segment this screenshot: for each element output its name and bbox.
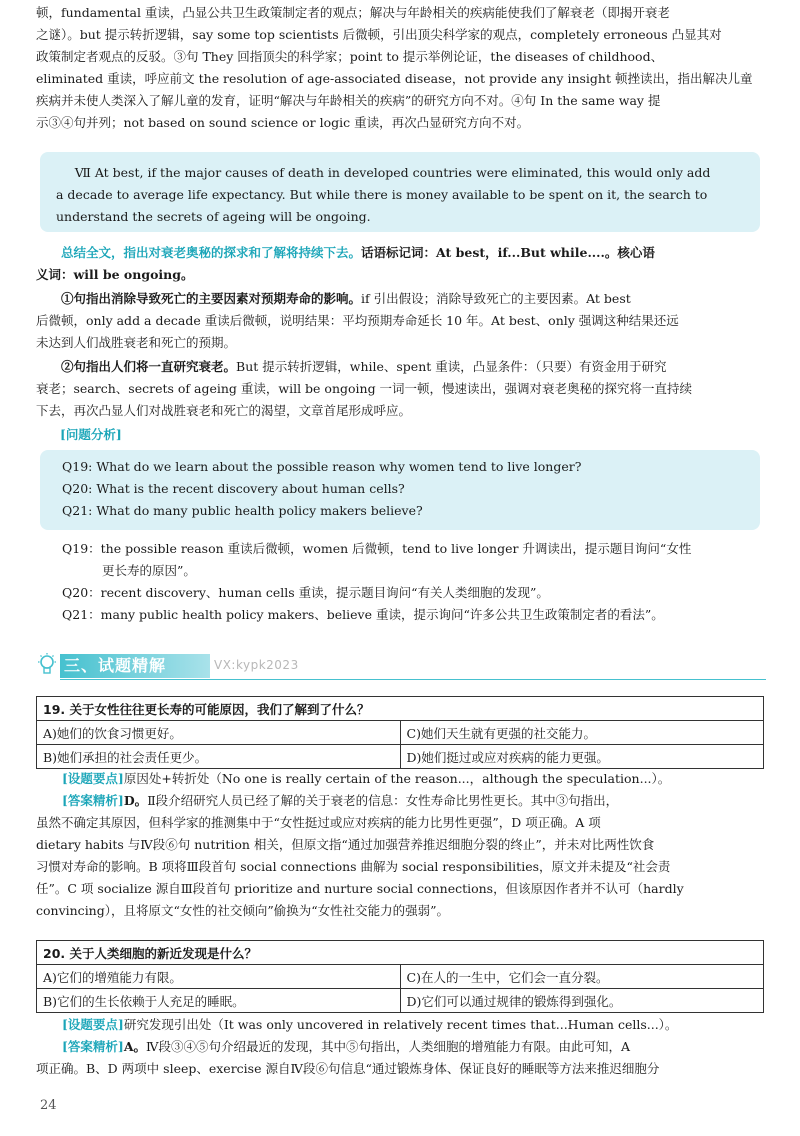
section-divider: [60, 679, 766, 680]
summary-core: 义词：will be ongoing。: [36, 267, 194, 282]
text-line: 顿，fundamental 重读，凸显公共卫生政策制定者的观点；解决与年龄相关的疾病能使我们了解衰老（即揭开衰老: [36, 5, 670, 20]
key-point-label: [设题要点]: [62, 771, 124, 786]
key-point-text: 研究发现引出处（It was only uncovered in relatively recent times that...Human cells...）。: [123, 1017, 678, 1032]
questions-box: [40, 450, 760, 530]
q19-option-b: B)她们承担的社会责任更少。: [37, 745, 401, 769]
text-line: 疾病并未使人类深入了解儿童的发育，证明“解决与年龄相关的疾病”的研究方向不对。④句 In the same way 提: [36, 93, 661, 108]
text-line: convincing），且将原文“女性的社交倾向”偷换为“女性社交能力的强弱”。: [36, 903, 450, 918]
question-q19: Q19: What do we learn about the possible reason why women tend to live longer?: [62, 459, 582, 474]
question-notes: [62, 538, 768, 626]
q19-option-c: C)她们天生就有更强的社交能力。: [400, 721, 764, 745]
lightbulb-icon: [36, 652, 58, 678]
text-line: 衰老；search、secrets of ageing 重读，will be ongoing 一词一顿，慢速读出，强调对衰老奥秘的探究将一直持续: [36, 381, 693, 396]
section-title: 三、试题精解: [64, 656, 167, 675]
paragraph-top: [36, 2, 768, 134]
text-line: 之谜）。but 提示转折逻辑，say some top scientists 后微顿，引出顶尖科学家的观点，completely erroneous 凸显其对: [36, 27, 722, 42]
text-line: Q20：recent discovery、human cells 重读，提示题目询问“有关人类细胞的发现”。: [62, 585, 549, 600]
text-line: 后微顿，only add a decade 重读后微顿，说明结果：平均预期寿命延长 10 年。At best、only 强调这种结果还远: [36, 313, 679, 328]
sentence-1-analysis: [36, 288, 768, 354]
q20-table: [36, 940, 764, 1013]
q20-option-b: B)它们的生长依赖于人充足的睡眠。: [37, 989, 401, 1013]
sentence-1-lead: ①句指出消除导致死亡的主要因素对预期寿命的影响。: [61, 291, 362, 306]
analysis-label: [问题分析]: [60, 427, 122, 442]
summary-markers: 话语标记词：At best，if...But while....。核心语: [361, 245, 655, 260]
watermark: VX:kypk2023: [214, 658, 299, 672]
text-line: 未达到人们战胜衰老和死亡的预期。: [36, 335, 237, 350]
q19-explanation: [36, 768, 768, 922]
q20-question: 20. 关于人类细胞的新近发现是什么？: [37, 941, 764, 965]
q20-option-a: A)它们的增殖能力有限。: [37, 965, 401, 989]
question-q20: Q20: What is the recent discovery about human cells?: [62, 481, 405, 496]
text-line: Q19：the possible reason 重读后微顿，women 后微顿，tend to live longer 升调读出，提示题目询问“女性: [62, 541, 692, 556]
text-line: 下去，再次凸显人们对战胜衰老和死亡的渴望，文章首尾形成呼应。: [36, 403, 412, 418]
text-line: dietary habits 与Ⅳ段⑥句 nutrition 相关，但原文指“通过加强营养推迟细胞分裂的终止”，并未对比两性饮食: [36, 837, 655, 852]
answer-label: [答案精析]: [62, 1039, 124, 1054]
q20-option-c: C)在人的一生中，它们会一直分裂。: [400, 965, 764, 989]
q19-question: 19. 关于女性往往更长寿的可能原因，我们了解到了什么？: [37, 697, 764, 721]
passage-line: understand the secrets of ageing will be ongoing.: [56, 209, 371, 224]
text-line: eliminated 重读，呼应前文 the resolution of age-associated disease，not provide any insight 顿挫读出，指出解决儿童: [36, 71, 753, 86]
passage-line: a decade to average life expectancy. But while there is money available to be spent on it, the search to: [56, 187, 708, 202]
answer-letter: A。: [123, 1039, 147, 1054]
question-q21: Q21: What do many public health policy makers believe?: [62, 503, 423, 518]
text-line: 政策制定者观点的反驳。③句 They 回指顶尖的科学家；point to 提示举例论证，the diseases of childhood、: [36, 49, 664, 64]
key-point-text: 原因处+转折处（No one is really certain of the reason...，although the speculation...）。: [123, 771, 671, 786]
text-line: 虽然不确定其原因，但科学家的推测集中于“女性挺过或应对疾病的能力比男性更强”，D 项正确。A 项: [36, 815, 601, 830]
text-line: Ⅱ段介绍研究人员已经了解的关于衰老的信息：女性寿命比男性更长。其中③句指出，: [147, 793, 619, 808]
summary-lead: 总结全文，指出对衰老奥秘的探求和了解将持续下去。: [61, 245, 362, 260]
text-line: 示③④句并列；not based on sound science or logic 重读，再次凸显研究方向不对。: [36, 115, 530, 130]
key-point-label: [设题要点]: [62, 1017, 124, 1032]
page-number: 24: [40, 1098, 57, 1113]
q20-option-d: D)它们可以通过规律的锻炼得到强化。: [400, 989, 764, 1013]
passage-line: Ⅶ At best, if the major causes of death in developed countries were eliminated, this would only add: [74, 165, 711, 180]
sentence-2-lead: ②句指出人们将一直研究衰老。: [61, 359, 237, 374]
q19-table: [36, 696, 764, 769]
text-line: 习惯对寿命的影响。B 项将Ⅲ段首句 social connections 曲解为 social responsibilities，原文并未提及“社会责: [36, 859, 671, 874]
answer-label: [答案精析]: [62, 793, 124, 808]
sentence-2-analysis: [36, 356, 768, 422]
text-line: Q21：many public health policy makers、believe 重读，提示询问“许多公共卫生政策制定者的看法”。: [62, 607, 664, 622]
text-line: 任”。C 项 socialize 源自Ⅲ段首句 prioritize and nurture social connections，但该原因作者并不认可（hardly: [36, 881, 684, 896]
text-line: But 提示转折逻辑，while、spent 重读，凸显条件：（只要）有资金用于研究: [236, 359, 667, 374]
section-header: [36, 652, 766, 680]
text-line: Ⅳ段③④⑤句介绍最近的发现，其中⑤句指出，人类细胞的增殖能力有限。由此可知，A: [146, 1039, 631, 1054]
summary-paragraph: [36, 242, 768, 286]
q19-option-d: D)她们挺过或应对疾病的能力更强。: [400, 745, 764, 769]
answer-letter: D。: [123, 793, 148, 808]
text-line: if 引出假设；消除导致死亡的主要因素。At best: [361, 291, 631, 306]
q19-option-a: A)她们的饮食习惯更好。: [37, 721, 401, 745]
q20-explanation: [36, 1014, 768, 1080]
text-line: 项正确。B、D 两项中 sleep、exercise 源自Ⅳ段⑥句信息“通过锻炼身体、保证良好的睡眠等方法来推迟细胞分: [36, 1061, 660, 1076]
text-line: 更长寿的原因”。: [102, 563, 196, 578]
passage-box: [40, 152, 760, 232]
